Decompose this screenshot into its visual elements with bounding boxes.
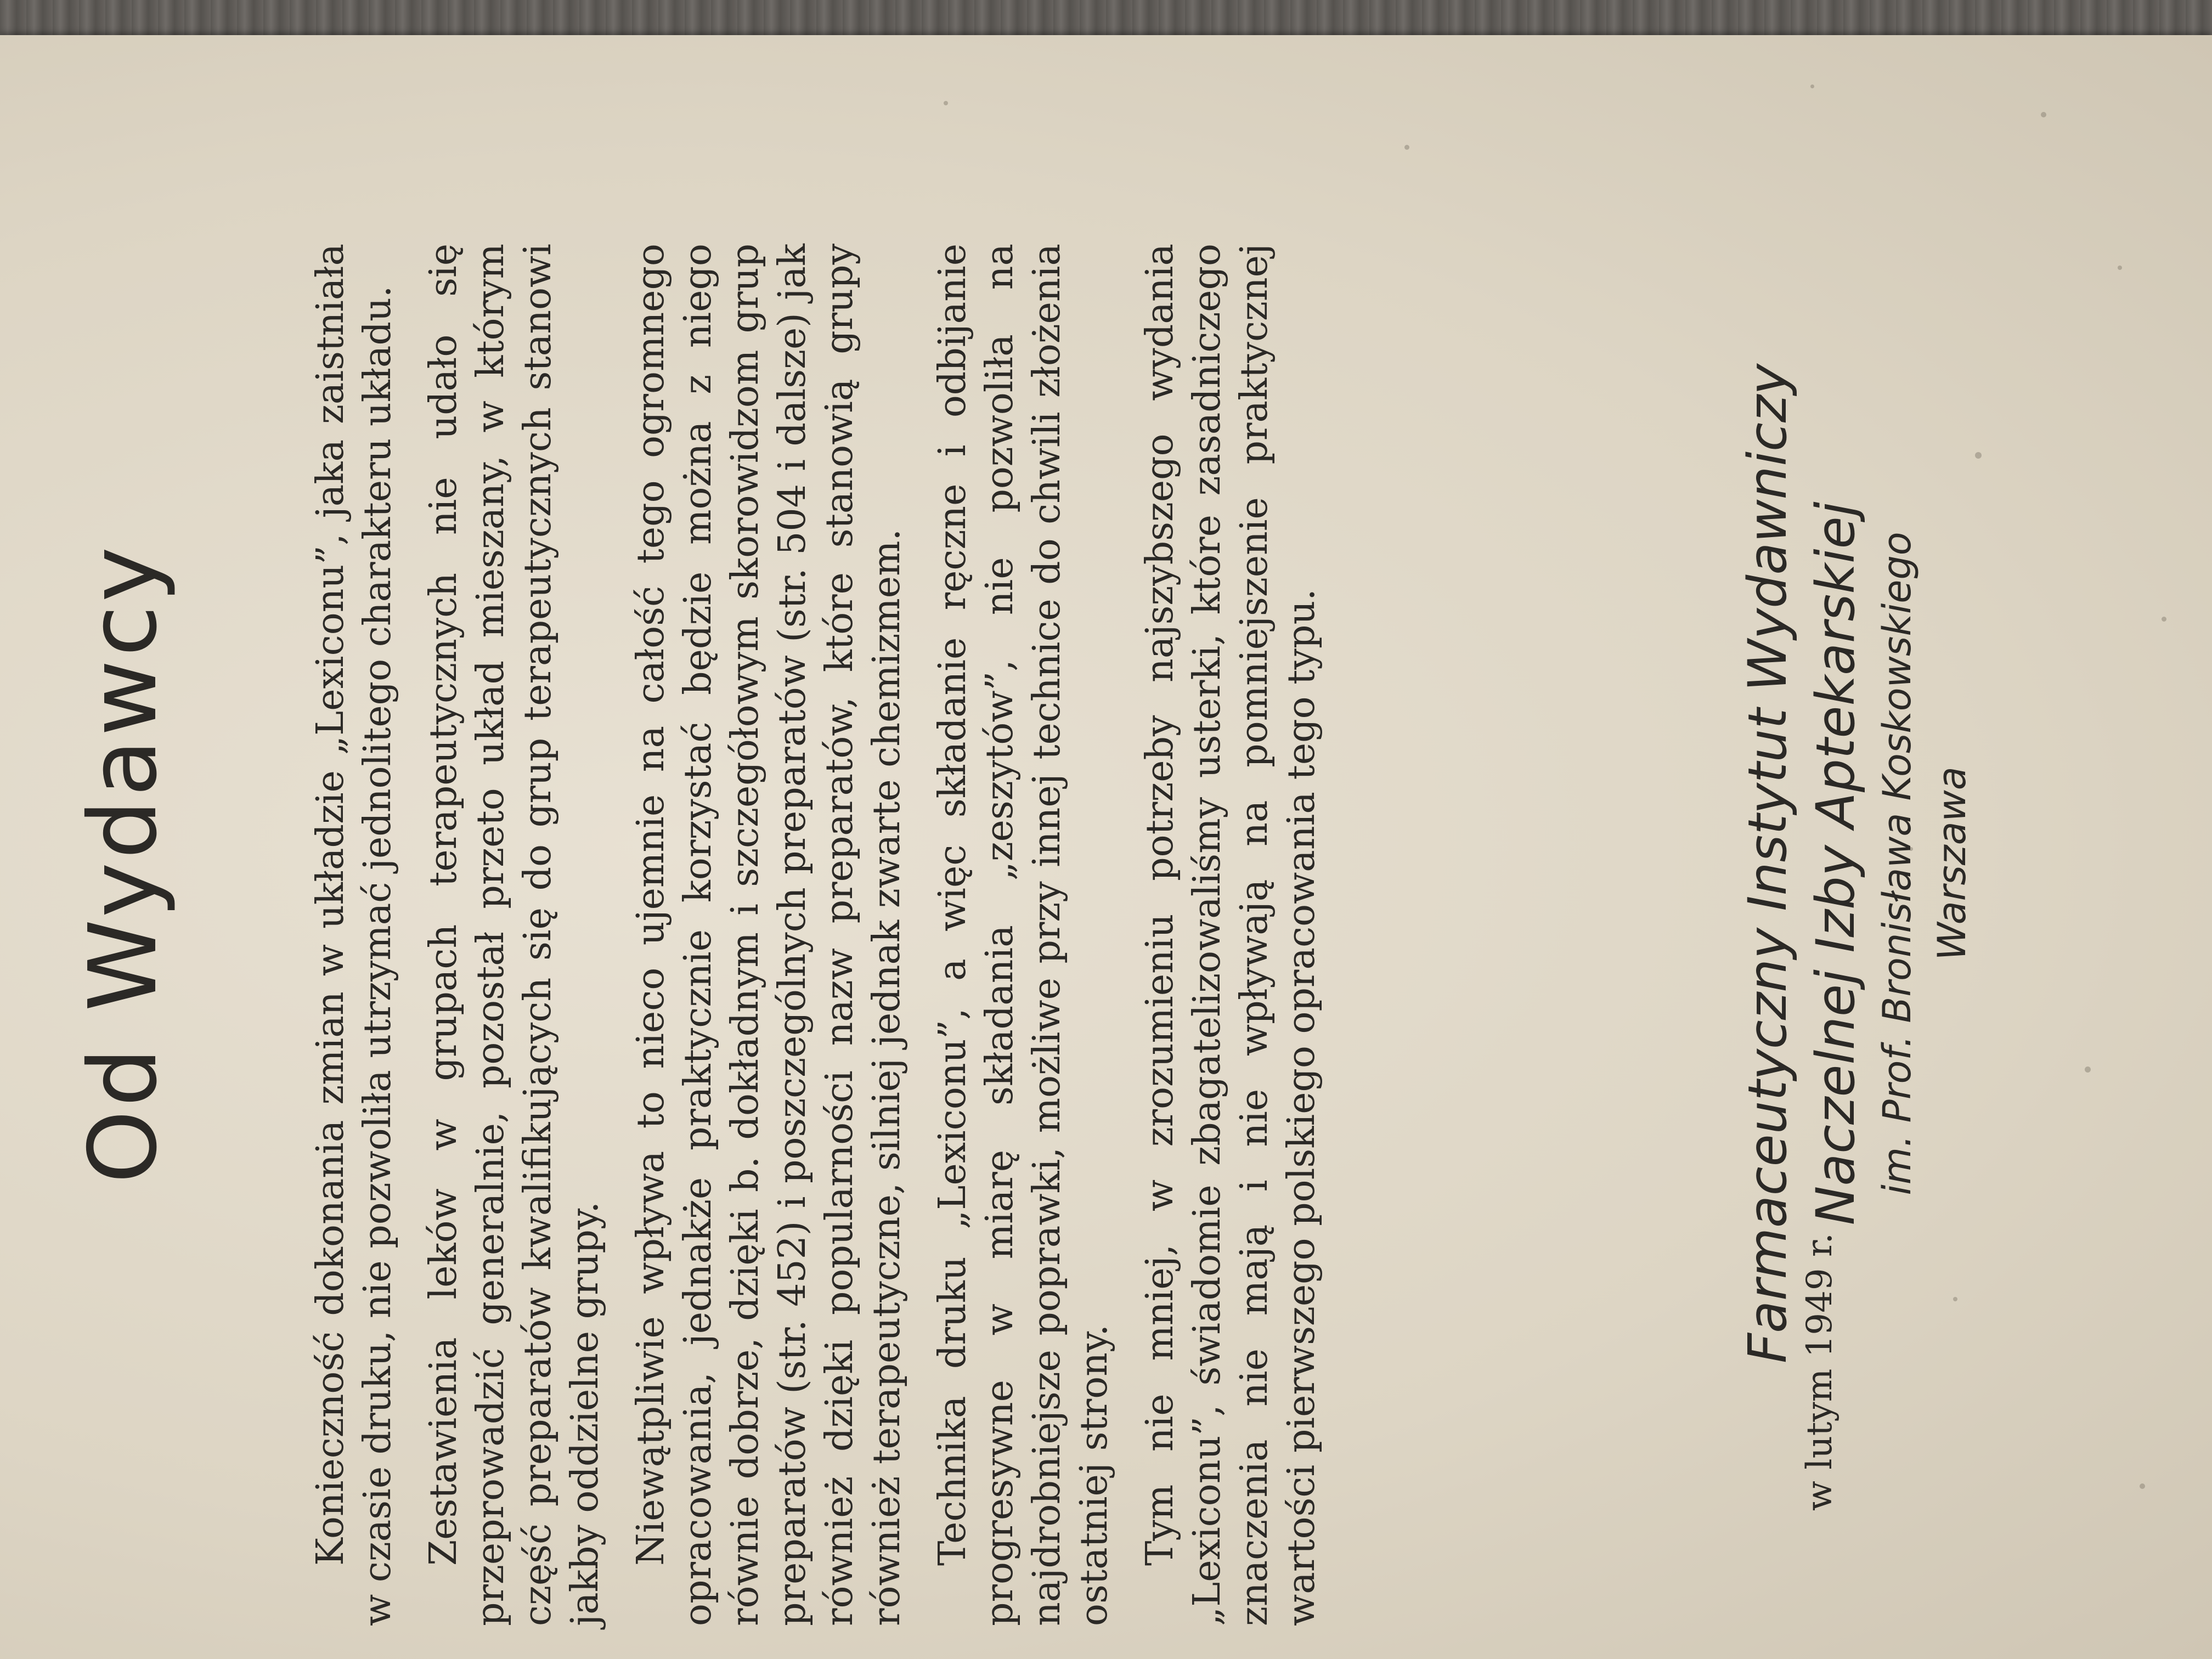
body-text (307, 244, 1344, 1626)
paper-speck (1810, 84, 1814, 88)
paragraph: Konieczność dokonania zmian w układzie „Lexiconu”, jaka zaistniała w czasie druku, nie pozwoliła utrzymać jednolitego charakteru układu. (309, 244, 399, 1626)
paragraph: Technika druku „Lexiconu”, a więc składanie ręczne i odbijanie progresywne w miarę składania „zeszytów”, nie pozwoliła na najdrobniejsze poprawki, możliwe przy innej technice do chwili złożenia ostatniej strony. (931, 244, 1116, 1626)
document-page (0, 35, 2212, 1659)
publisher-block (1734, 101, 1979, 1626)
paper-speck (2162, 617, 2166, 622)
date-line: w lutym 1949 r. (1799, 1233, 1840, 1511)
publisher-chamber: Naczelnej Izby Aptekarskiej (1805, 501, 1866, 1226)
paragraph: Zestawienia leków w grupach terapeutycznych nie udało się przeprowadzić generalnie, pozostał przeto układ mieszany, w którym część preparatów kwalifikujących się do grup terapeutycznych stanowi jakby oddzielne grupy. (422, 244, 607, 1626)
table-edge (0, 0, 2212, 40)
paper-speck (2118, 266, 2122, 270)
publisher-city: Warszawa (1929, 766, 1974, 961)
page-title: Od Wydawcy (69, 543, 178, 1184)
paragraph: Niewątpliwie wpływa to nieco ujemnie na całość tego ogromnego opracowania, jednakże praktycznie korzystać będzie można z niego równie dobrze, dzięki b. dokładnym i szczegółowym skorowidzom grup preparatów (str. 452) i poszczególnych preparatów (str. 504 i dalsze) jak również dzięki popularności nazw preparatów, które stanowią grupy również terapeutyczne, silniej jednak zwarte chemizmem. (629, 244, 909, 1626)
rotated-content (69, 101, 2107, 1626)
publisher-name: Farmaceutyczny Instytut Wydawniczy (1737, 363, 1798, 1364)
publisher-dedication: im. Prof. Bronisława Koskowskiego (1875, 532, 1920, 1195)
paper-speck (2140, 1483, 2145, 1489)
paragraph: Tym nie mniej, w zrozumieniu potrzeby najszybszego wydania „Lexiconu”, świadomie zbagatelizowaliśmy usterki, które zasadniczego znaczenia nie mają i nie wpływają na pomniejszenie praktycznej wartości pierwszego polskiego opracowania tego typu. (1138, 244, 1323, 1626)
